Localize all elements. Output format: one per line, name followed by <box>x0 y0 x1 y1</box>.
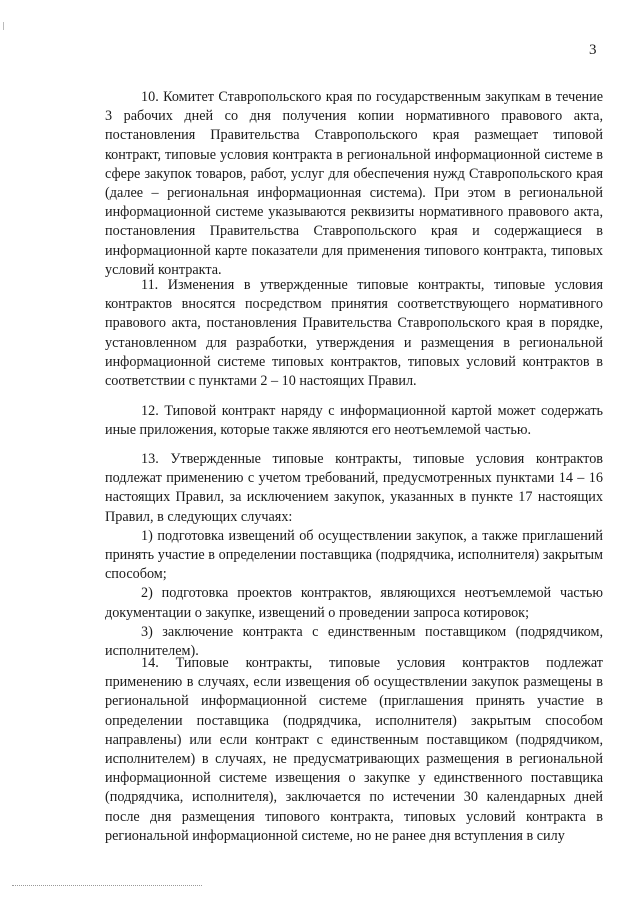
paragraph-10 <box>105 88 603 280</box>
paragraph-text: 14. Типовые контракты, типовые условия контрактов подлежат применению в случаях, если извещения об осуществлении закупок размещены в региональной информационной системе (приглашения принять участие в определении поставщика (подрядчика, исполнителя) закрытым способом направлены) или если контракт с единственным поставщиком (подрядчиком, исполнителем) в случаях, не предусматривающих размещения в региональной информационной системе извещения о закупке у единственного поставщика (подрядчика, исполнителя), заключается по истечении 30 календарных дней после дня размещения типового контракта, типовых условий контракта в региональной информационной системе, но не ранее дня вступления в силу <box>105 655 603 844</box>
paragraph-text: 10. Комитет Ставропольского края по государственным закупкам в течение 3 рабочих дней со дня получения копии нормативного правового акта, постановления Правительства Ставропольского края размещает типовой контракт, типовые условия контракта в региональной информационной системе в сфере закупок товаров, работ, услуг для обеспечения нужд Ставропольского края (далее – региональная информационная система). При этом в региональной информационной системе указываются реквизиты нормативного правового акта, постановления Правительства Ставропольского края и содержащиеся в информационной карте показатели для применения типового контракта, типовых условий контракта. <box>105 89 603 278</box>
paragraph-14 <box>105 654 603 846</box>
paragraph-13 <box>105 450 603 661</box>
list-item: 1) подготовка извещений об осуществлении закупок, а также приглашений принять участие в определении поставщика (подрядчика, исполнителя) закрытым способом; <box>105 527 603 583</box>
paragraph-12 <box>105 402 603 440</box>
scan-edge-mark <box>3 22 4 30</box>
page-number: 3 <box>589 42 597 58</box>
paragraph-text: 13. Утвержденные типовые контракты, типовые условия контрактов подлежат применению с учетом требований, предусмотренных пунктами 14 – 16 настоящих Правил, за исключением закупок, указанных в пункте 17 настоящих Правил, в следующих случаях: <box>105 451 603 525</box>
list-item: 2) подготовка проектов контрактов, являющихся неотъемлемой частью документации о закупке, извещений о проведении запроса котировок; <box>105 585 603 621</box>
paragraph-text: 12. Типовой контракт наряду с информационной картой может содержать иные приложения, которые также являются его неотъемлемой частью. <box>105 403 603 439</box>
paragraph-11 <box>105 276 603 391</box>
paragraph-text: 11. Изменения в утвержденные типовые контракты, типовые условия контрактов вносятся посредством принятия соответствующего нормативного правового акта, постановления Правительства Ставропольского края в порядке, установленном для разработки, утверждения и размещения в региональной информационной системе типовых контрактов, типовых условий контрактов в соответствии с пунктами 2 – 10 настоящих Правил. <box>105 277 603 390</box>
footer-dotted-line <box>12 885 202 886</box>
list-item: 3) заключение контракта с единственным поставщиком (подрядчиком, исполнителем). <box>105 623 603 660</box>
